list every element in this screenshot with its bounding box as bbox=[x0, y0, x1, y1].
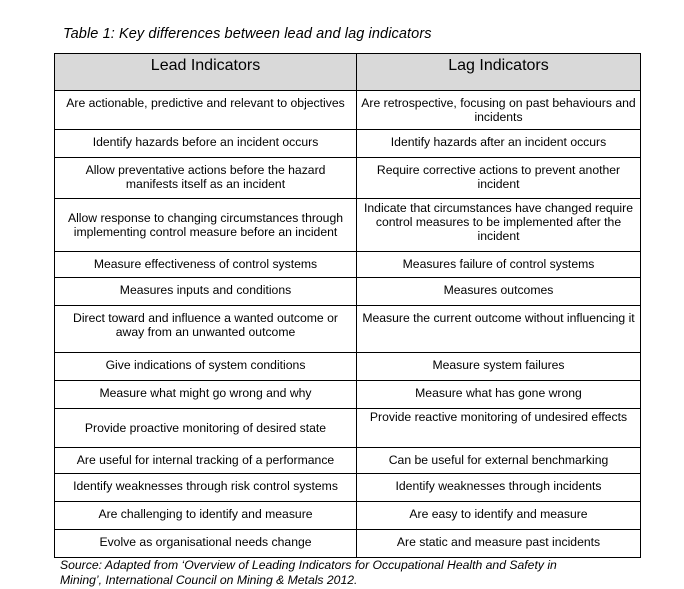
lag-cell bbox=[357, 130, 641, 158]
table-row bbox=[55, 91, 641, 130]
table-row bbox=[55, 353, 641, 381]
lead-text: Are useful for internal tracking of a performance bbox=[76, 453, 335, 467]
lag-text: Measure what has gone wrong bbox=[415, 386, 582, 400]
lag-text: Are retrospective, focusing on past behaviours and incidents bbox=[361, 96, 636, 124]
lag-text: Measures failure of control systems bbox=[402, 257, 595, 271]
lag-text: Indicate that circumstances have changed require control measures to be implemented after the incident bbox=[364, 201, 633, 243]
lag-text: Identify hazards after an incident occurs bbox=[390, 135, 607, 149]
source-line-2: Mining’, International Council on Mining & Metals 2012. bbox=[60, 572, 358, 587]
lag-text: Measure system failures bbox=[432, 358, 565, 372]
lead-cell bbox=[55, 502, 357, 530]
table-row bbox=[55, 158, 641, 199]
table-row bbox=[55, 199, 641, 252]
lead-text: Are actionable, predictive and relevant to objectives bbox=[66, 96, 345, 110]
table-row bbox=[55, 278, 641, 306]
lead-cell bbox=[55, 381, 357, 409]
lag-text: Identify weaknesses through incidents bbox=[395, 479, 602, 493]
table-row bbox=[55, 530, 641, 558]
lead-text: Allow preventative actions before the hazard manifests itself as an incident bbox=[85, 163, 326, 191]
table-row bbox=[55, 381, 641, 409]
header-lag-indicators: Lag Indicators bbox=[357, 54, 641, 91]
lead-text: Measure what might go wrong and why bbox=[99, 386, 312, 400]
lead-cell bbox=[55, 409, 357, 448]
lead-cell bbox=[55, 448, 357, 474]
table-caption: Table 1: Key differences between lead and lag indicators bbox=[63, 26, 432, 42]
lag-cell bbox=[357, 306, 641, 353]
lag-cell bbox=[357, 252, 641, 278]
lead-text: Direct toward and influence a wanted outcome or away from an unwanted outcome bbox=[73, 311, 338, 339]
lag-text: Can be useful for external benchmarking bbox=[388, 453, 609, 467]
table-row bbox=[55, 130, 641, 158]
lag-text: Provide reactive monitoring of undesired effects bbox=[369, 410, 628, 424]
lead-text: Measure effectiveness of control systems bbox=[93, 257, 318, 271]
lead-text: Provide proactive monitoring of desired state bbox=[84, 421, 327, 435]
lead-text: Evolve as organisational needs change bbox=[99, 535, 312, 549]
lag-cell bbox=[357, 158, 641, 199]
lag-cell bbox=[357, 474, 641, 502]
lead-cell bbox=[55, 306, 357, 353]
lead-cell bbox=[55, 91, 357, 130]
lag-cell bbox=[357, 448, 641, 474]
header-lead-indicators: Lead Indicators bbox=[55, 54, 357, 91]
lead-cell bbox=[55, 278, 357, 306]
lead-text: Identify hazards before an incident occurs bbox=[92, 135, 319, 149]
lag-cell bbox=[357, 381, 641, 409]
table-row bbox=[55, 502, 641, 530]
lag-cell bbox=[357, 91, 641, 130]
lead-text: Are challenging to identify and measure bbox=[98, 507, 313, 521]
lag-text: Measures outcomes bbox=[443, 283, 554, 297]
lead-cell bbox=[55, 158, 357, 199]
lag-text: Are static and measure past incidents bbox=[396, 535, 601, 549]
source-note bbox=[60, 558, 660, 587]
lead-text: Identify weaknesses through risk control systems bbox=[73, 479, 338, 493]
lag-cell bbox=[357, 409, 641, 448]
table-row bbox=[55, 306, 641, 353]
table-header-row bbox=[55, 54, 641, 91]
lead-text: Allow response to changing circumstances through implementing control measure before an incident bbox=[67, 211, 344, 239]
source-line-1: Source: Adapted from ‘Overview of Leading Indicators for Occupational Health and Safety in bbox=[60, 558, 557, 572]
lead-text: Give indications of system conditions bbox=[105, 358, 306, 372]
lag-cell bbox=[357, 353, 641, 381]
lag-cell bbox=[357, 502, 641, 530]
lag-text: Measure the current outcome without influencing it bbox=[362, 311, 635, 325]
lead-cell bbox=[55, 474, 357, 502]
lag-cell bbox=[357, 530, 641, 558]
table-row bbox=[55, 448, 641, 474]
lead-text: Measures inputs and conditions bbox=[119, 283, 292, 297]
lag-cell bbox=[357, 199, 641, 252]
lead-cell bbox=[55, 130, 357, 158]
lead-cell bbox=[55, 530, 357, 558]
table-row bbox=[55, 474, 641, 502]
lag-text: Require corrective actions to prevent another incident bbox=[376, 163, 621, 191]
lead-cell bbox=[55, 353, 357, 381]
lead-cell bbox=[55, 199, 357, 252]
table-row bbox=[55, 409, 641, 448]
table-row bbox=[55, 252, 641, 278]
lag-text: Are easy to identify and measure bbox=[409, 507, 588, 521]
lag-cell bbox=[357, 278, 641, 306]
comparison-table bbox=[54, 53, 641, 558]
lead-cell bbox=[55, 252, 357, 278]
